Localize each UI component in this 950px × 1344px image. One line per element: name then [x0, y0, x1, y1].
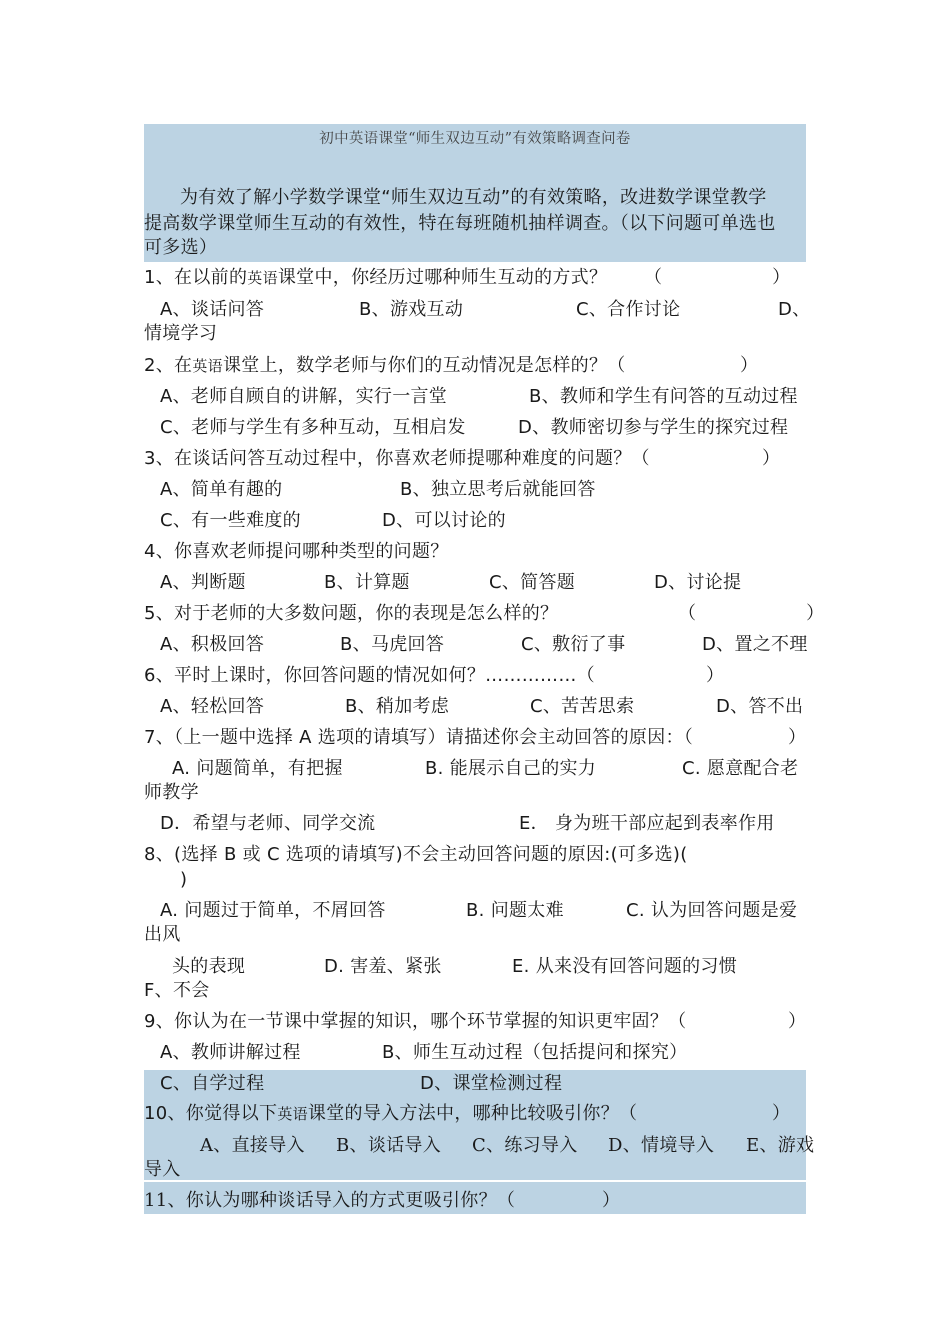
- q6-option-d[interactable]: D、答不出: [716, 696, 804, 717]
- q9-option-a[interactable]: A、教师讲解过程: [160, 1042, 301, 1063]
- q8-option-a[interactable]: A. 问题过于简单，不屑回答: [160, 900, 386, 921]
- q4-option-c[interactable]: C、简答题: [489, 572, 576, 593]
- q8-option-c[interactable]: C. 认为回答问题是爱: [626, 900, 798, 921]
- q1-option-b[interactable]: B、游戏互动: [359, 299, 464, 320]
- q1-option-d[interactable]: D、: [778, 299, 811, 320]
- q2-option-d[interactable]: D、教师密切参与学生的探究过程: [518, 417, 789, 438]
- q6-option-b[interactable]: B、稍加考虑: [345, 696, 450, 717]
- q10-option-e[interactable]: E、游戏: [746, 1135, 815, 1156]
- q4-option-d[interactable]: D、讨论提: [654, 572, 742, 593]
- q6-option-a[interactable]: A、轻松回答: [160, 696, 265, 717]
- q10-option-c[interactable]: C、练习导入: [472, 1135, 578, 1156]
- q7-option-c[interactable]: C. 愿意配合老: [682, 758, 799, 779]
- q8-option-e[interactable]: E. 从来没有回答问题的习惯: [512, 956, 738, 977]
- q7-option-a[interactable]: A. 问题简单，有把握: [172, 758, 343, 779]
- q6-option-c[interactable]: C、苦苦思索: [530, 696, 635, 717]
- q3-option-b[interactable]: B、独立思考后就能回答: [400, 479, 596, 500]
- q9-option-c[interactable]: C、自学过程: [160, 1073, 265, 1094]
- q5-option-d[interactable]: D、置之不理: [702, 634, 808, 655]
- q1-option-c[interactable]: C、合作讨论: [576, 299, 681, 320]
- q8-option-d[interactable]: D. 害羞、紧张: [324, 956, 442, 977]
- q3-option-c[interactable]: C、有一些难度的: [160, 510, 301, 531]
- document-page: 初中英语课堂“师生双边互动”有效策略调查问卷 为有效了解小学数学课堂“师生双边互动”的有效策略，改进数学课堂教学 提高数学课堂师生互动的有效性，特在每班随机抽样调查。（以下问题可单选也 可多选） 1、在以前的英语课堂中，你经历过哪种师生互动的方式？ （ ） A、谈话问答 B、游戏互动 C、合作讨论 D、 情境学习 2、在英语课堂上，数学老师与你们的互动情况是怎样的？（ ） A、老师自顾自的讲解，实行一言堂 B、教师和学生有问答的互动过程 C、老师与学生有多种互动，互相启发 D、教师密切参与学生的探究过程 3、在谈话问答互动过程中，你喜欢老师提哪种难度的问题？（ ） A、简单有趣的 B、独立思考后就能回答 C、有一些难度的 D、可以讨论的 4、你喜欢老师提问哪种类型的问题？ A、判断题 B、计算题 C、简答题 D、讨论提 5、对于老师的大多数问题，你的表现是怎么样的？ （ ） A、积极回答 B、马虎回答 C、敷衍了事 D、置之不理 6、平时上课时，你回答问题的情况如何？……………（ ） A、轻松回答 B、稍加考虑 C、苦苦思索 D、答不出 7、（上一题中选择 A 选项的请填写）请描述你会主动回答的原因：（ ） A. 问题简单，有把握 B. 能展示自己的实力 C. 愿意配合老 师教学 D．希望与老师、同学交流 E． 身为班干部应起到表率作用 8、(选择 B 或 C 选项的请填写)不会主动回答问题的原因:(可多选)( ) A. 问题过于简单，不屑回答 B. 问题太难 C. 认为回答问题是爱 出风 头的表现 D. 害羞、紧张 E. 从来没有回答问题的习惯 F、不会 9、你认为在一节课中掌握的知识，哪个环节掌握的知识更牢固？（ ） A、教师讲解过程 B、师生互动过程（包括提问和探究） C、自学过程 D、课堂检测过程 10、你觉得以下英语课堂的导入方法中，哪种比较吸引你？（ ） A、直接导入 B、谈话导入 C、练习导入 D、情境导入 E、游戏 导入 11、你认为哪种谈话导入的方式更吸引你？（ ）: [0, 0, 950, 1344]
- q5-option-c[interactable]: C、敷衍了事: [521, 634, 626, 655]
- q2-option-b[interactable]: B、教师和学生有问答的互动过程: [529, 386, 798, 407]
- q4-option-a[interactable]: A、判断题: [160, 572, 246, 593]
- q2-option-c[interactable]: C、老师与学生有多种互动，互相启发: [160, 417, 466, 438]
- q5-option-a[interactable]: A、积极回答: [160, 634, 265, 655]
- q9-option-b[interactable]: B、师生互动过程（包括提问和探究）: [382, 1042, 688, 1063]
- q1-option-a[interactable]: A、谈话问答: [160, 299, 265, 320]
- page-title: 初中英语课堂“师生双边互动”有效策略调查问卷: [319, 131, 631, 147]
- q7-option-d[interactable]: D．希望与老师、同学交流: [160, 813, 376, 834]
- q9-option-d[interactable]: D、课堂检测过程: [420, 1073, 563, 1094]
- q10-option-b[interactable]: B、谈话导入: [336, 1135, 442, 1156]
- q3-option-a[interactable]: A、简单有趣的: [160, 479, 283, 500]
- q7-option-e[interactable]: E． 身为班干部应起到表率作用: [519, 813, 775, 834]
- q5-option-b[interactable]: B、马虎回答: [340, 634, 445, 655]
- q2-option-a[interactable]: A、老师自顾自的讲解，实行一言堂: [160, 386, 448, 407]
- q8-option-b[interactable]: B. 问题太难: [466, 900, 564, 921]
- q8-option-f[interactable]: F、不会: [144, 980, 210, 1001]
- q4-option-b[interactable]: B、计算题: [324, 572, 410, 593]
- q10-option-d[interactable]: D、情境导入: [608, 1135, 715, 1156]
- q7-option-b[interactable]: B. 能展示自己的实力: [425, 758, 597, 779]
- q10-option-a[interactable]: A、直接导入: [200, 1135, 305, 1156]
- q3-option-d[interactable]: D、可以讨论的: [382, 510, 506, 531]
